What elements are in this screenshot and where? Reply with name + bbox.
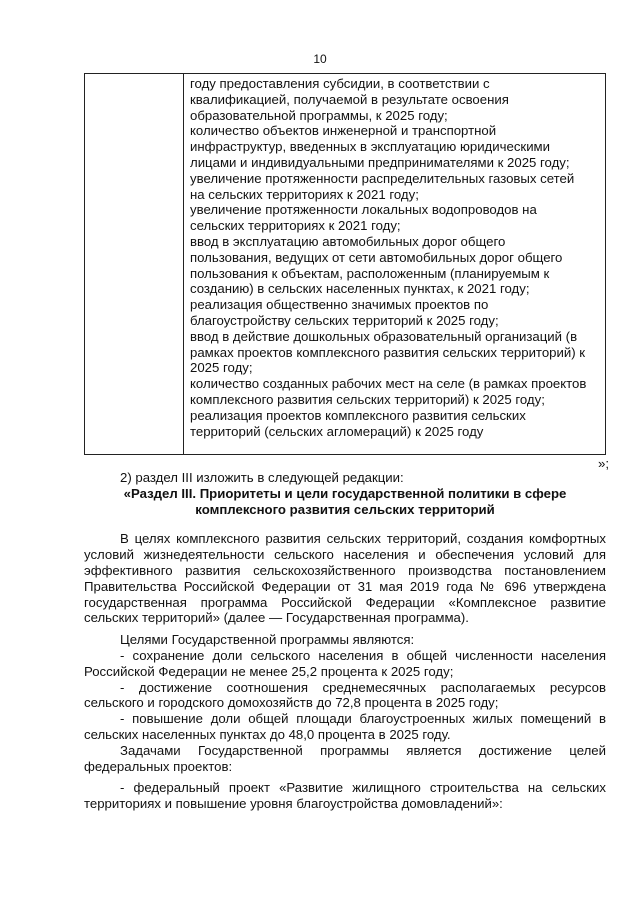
table-line: пользования, ведущих от сети автомобильных дорог общего	[190, 249, 563, 265]
amendment-instruction: 2) раздел III изложить в следующей редакции:	[120, 470, 404, 485]
table-column-divider	[183, 74, 184, 454]
section-heading-line1: «Раздел III. Приоритеты и цели государственной политики в сфере	[123, 485, 567, 501]
table-line: году предоставления субсидии, в соответствии с	[190, 76, 490, 91]
table-line: ввод в действие дошкольных образовательный организаций (в	[190, 328, 578, 344]
table-line: 2025 году;	[190, 360, 253, 376]
paragraph-goals-intro: Целями Государственной программы являются:	[120, 632, 415, 648]
table-line: благоустройству сельских территорий к 2025 году;	[190, 312, 499, 328]
table-line: рамках проектов комплексного развития сельских территорий) к	[190, 344, 586, 360]
table-line: территорий (сельских агломераций) к 2025 году	[190, 423, 484, 439]
goal-item: - повышение доли общей площади благоустроенных жилых помещений в сельских населенных пунктах до 48,0 процента в 2025 году.	[84, 711, 606, 742]
table-line: комплексного развития сельских территорий) к 2025 году;	[190, 391, 545, 407]
document-body	[84, 470, 606, 812]
table-line: образовательной программы, к 2025 году;	[190, 107, 448, 123]
table-line: инфраструктур, введенных в эксплуатацию юридическими	[190, 139, 550, 155]
table-line: сельских территориях к 2021 году;	[190, 218, 401, 234]
page-number: 10	[313, 52, 327, 66]
goal-item: - достижение соотношения среднемесячных располагаемых ресурсов сельского и городского домохозяйств до 72,8 процента в 2025 году;	[84, 679, 606, 711]
table-line: реализация общественно значимых проектов по	[190, 297, 489, 313]
table-line: количество объектов инженерной и транспортной	[190, 123, 497, 139]
table-line: квалификацией, получаемой в результате освоения	[190, 91, 509, 107]
table-line: пользования к объектам, расположенным (планируемым к	[190, 265, 550, 281]
paragraph-intro: В целях комплексного развития сельских территорий, создания комфортных условий жизнедеятельности сельского населения и обеспечения условий для эффективного развития сельскохозяйственного производства постановлением Правительства Российской Федерации от 31 мая 2019 года № 696 утверждена государственная программа Российской Федерации «Комплексное развитие сельских территорий» (далее — Государственная программа).	[84, 531, 606, 626]
table-line: на сельских территориях к 2021 году;	[190, 186, 419, 202]
task-item: - федеральный проект «Развитие жилищного строительства на сельских территориях и повышение уровня благоустройства домовладений»:	[84, 780, 606, 812]
table-line: реализация проектов комплексного развития сельских	[190, 407, 526, 423]
table-line: ввод в эксплуатацию автомобильных дорог общего	[190, 233, 506, 249]
paragraph-tasks-intro: Задачами Государственной программы является достижение целей федеральных проектов:	[84, 742, 606, 774]
continuation-table	[84, 73, 606, 455]
table-line: созданию) в сельских населенных пунктах, к 2021 году;	[190, 281, 530, 297]
table-line: количество созданных рабочих мест на селе (в рамках проектов	[190, 376, 587, 392]
quote-end-mark: »;	[598, 456, 609, 471]
section-heading-line2: комплексного развития сельских территорий	[195, 501, 495, 517]
table-line: лицами и индивидуальными предпринимателями к 2025 году;	[190, 154, 570, 170]
table-cell-indicators	[190, 76, 599, 439]
goal-item: - сохранение доли сельского населения в общей численности населения Российской Федерации не менее 25,2 процента к 2025 году;	[84, 647, 606, 679]
table-line: увеличение протяженности распределительных газовых сетей	[190, 170, 575, 186]
table-line: увеличение протяженности локальных водопроводов на	[190, 202, 537, 218]
